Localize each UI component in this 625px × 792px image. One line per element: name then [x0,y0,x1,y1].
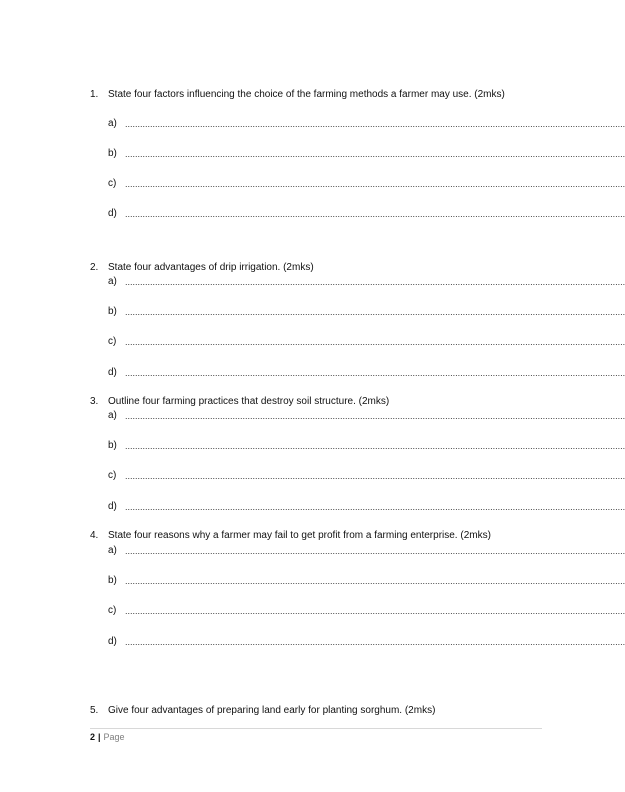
answer-letter: a) [108,118,117,129]
answer-line[interactable] [108,636,625,648]
answer-line[interactable] [108,118,625,130]
answer-letter: a) [108,410,117,421]
answer-letter: c) [108,336,117,347]
dotted-line: ........................................................................................................................................................................................................ [125,149,625,159]
answer-line[interactable] [108,605,625,617]
answer-letter: b) [108,306,117,317]
dotted-line: ........................................................................................................................................................................................................ [125,637,625,647]
answer-letter: c) [108,605,117,616]
answer-line[interactable] [108,410,625,422]
question-text: Outline four farming practices that destroy soil structure. (2mks) [108,396,390,407]
dotted-line: ........................................................................................................................................................................................................ [125,576,625,586]
answer-letter: b) [108,575,117,586]
answer-line[interactable] [108,148,625,160]
answer-line[interactable] [108,367,625,379]
answer-line[interactable] [108,178,625,190]
answer-line[interactable] [108,276,625,288]
answer-line[interactable] [108,440,625,452]
answer-line[interactable] [108,208,625,220]
answer-line[interactable] [108,575,625,587]
question-text: State four factors influencing the choice of the farming methods a farmer may use. (2mks) [108,89,505,100]
question-text: State four advantages of drip irrigation. (2mks) [108,262,314,273]
question-number: 2. [90,262,99,273]
question-number: 3. [90,396,99,407]
dotted-line: ........................................................................................................................................................................................................ [125,411,625,421]
answer-line[interactable] [108,336,625,348]
dotted-line: ........................................................................................................................................................................................................ [125,546,625,556]
answer-letter: a) [108,545,117,556]
answer-line[interactable] [108,545,625,557]
answer-line[interactable] [108,306,625,318]
answer-letter: b) [108,440,117,451]
answer-letter: b) [108,148,117,159]
answer-letter: c) [108,470,117,481]
page-footer [90,732,125,743]
question-text: State four reasons why a farmer may fail to get profit from a farming enterprise. (2mks) [108,530,491,541]
dotted-line: ........................................................................................................................................................................................................ [125,307,625,317]
question-number: 4. [90,530,99,541]
answer-letter: d) [108,501,117,512]
question-text: Give four advantages of preparing land early for planting sorghum. (2mks) [108,705,436,716]
dotted-line: ........................................................................................................................................................................................................ [125,471,625,481]
footer-divider [90,728,542,729]
footer-separator: | [98,732,101,742]
question-number: 1. [90,89,99,100]
answer-line[interactable] [108,501,625,513]
answer-letter: c) [108,178,117,189]
dotted-line: ........................................................................................................................................................................................................ [125,441,625,451]
answer-letter: d) [108,636,117,647]
answer-letter: d) [108,208,117,219]
dotted-line: ........................................................................................................................................................................................................ [125,179,625,189]
dotted-line: ........................................................................................................................................................................................................ [125,209,625,219]
dotted-line: ........................................................................................................................................................................................................ [125,502,625,512]
answer-letter: a) [108,276,117,287]
dotted-line: ........................................................................................................................................................................................................ [125,606,625,616]
dotted-line: ........................................................................................................................................................................................................ [125,277,625,287]
dotted-line: ........................................................................................................................................................................................................ [125,368,625,378]
dotted-line: ........................................................................................................................................................................................................ [125,337,625,347]
answer-line[interactable] [108,470,625,482]
dotted-line: ........................................................................................................................................................................................................ [125,119,625,129]
page-label: Page [103,732,125,742]
answer-letter: d) [108,367,117,378]
question-number: 5. [90,705,99,716]
page-number: 2 [90,732,96,742]
